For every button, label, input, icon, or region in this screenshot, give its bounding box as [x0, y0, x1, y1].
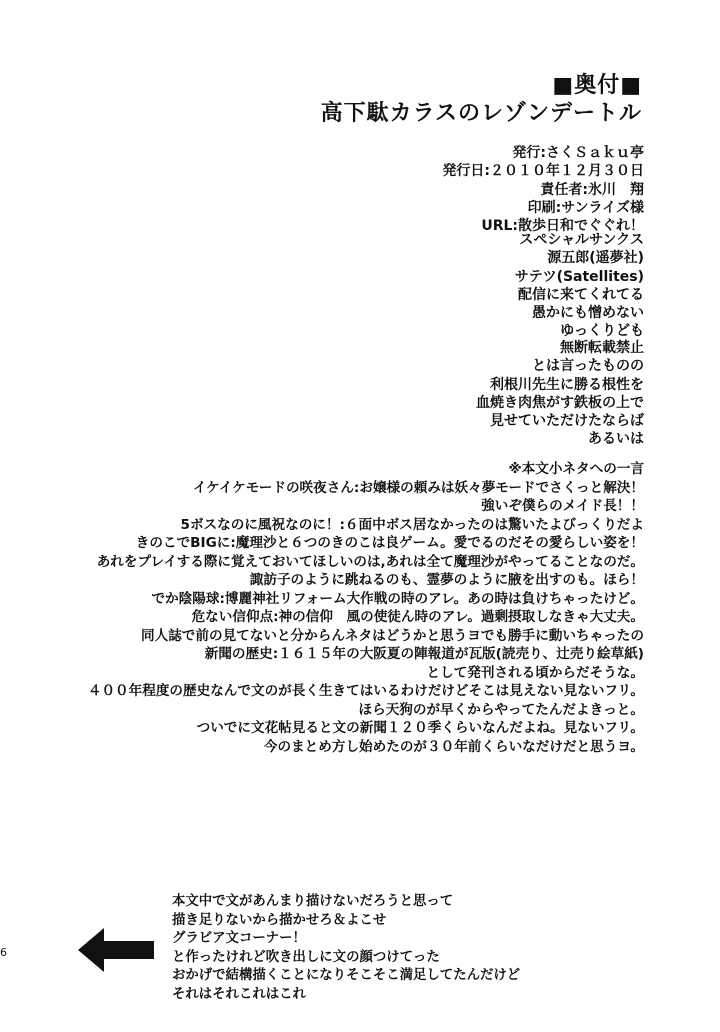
bottom-note-line: 描き足りないから描かせろ＆よこせ: [172, 912, 387, 928]
url-line: URL:散歩日和でぐぐれ！: [481, 218, 644, 235]
publish-date-line: 発行日:２０１０年１２月３０日: [442, 163, 644, 180]
printer-line: 印刷:サンライズ様: [527, 199, 644, 216]
thanks-line: 愚かにも憎めない: [532, 305, 644, 322]
note-line: あれをプレイする際に覚えておいてほしいのは,あれは全て魔理沙がやってることなのだ。: [96, 553, 644, 570]
bottom-note-line: 本文中で文があんまり描けないだろうと思って: [172, 894, 454, 909]
note-line: 諏訪子のように跳ねるのも、霊夢のように腋を出すのも。ほら！: [249, 572, 644, 588]
note-line: 5ボスなのに風祝なのに！:６面中ボス居なかったのは驚いたよびっくりだよ: [180, 516, 644, 533]
colophon-heading: ■奥付■: [552, 73, 642, 98]
disclaimer-heading: 無断転載禁止: [560, 340, 644, 356]
notes-section: [88, 460, 644, 756]
notes-heading: ※本文小ネタへの一言: [508, 461, 644, 477]
disclaimer-line: あるいは: [588, 431, 644, 448]
left-arrow-icon: [76, 925, 156, 975]
publisher-line: 発行:さくＳａｋｕ亭: [512, 145, 644, 161]
note-line: 危ない信仰点:神の信仰 風の使徒ん時のアレ。過剰摂取しなきゃ大丈夫。: [191, 609, 644, 625]
thanks-line: サテツ(Satellites): [514, 268, 644, 285]
note-line: 強いぞ僕らのメイド長！！: [481, 498, 644, 514]
special-thanks: [515, 231, 644, 341]
note-line: でか陰陽球:博麗神社リフォーム大作戦の時のアレ。あの時は負けちゃったけど。: [151, 590, 644, 607]
thanks-line: 配信に来てくれてる: [518, 286, 644, 303]
note-line: ４００年程度の歴史なんで文のが長く生きてはいるわけだけどそこは見えない見ないフリ。: [87, 683, 644, 699]
bottom-note: [172, 893, 520, 1004]
book-title: 高下駄カラスのレゾンデートル: [320, 101, 642, 126]
bottom-note-line: それはそれこれはこれ: [172, 986, 306, 1002]
disclaimer-line: 見せていただけたならば: [490, 413, 644, 430]
disclaimer-line: 血焼き肉焦がす鉄板の上で: [476, 394, 644, 411]
special-thanks-heading: スペシャルサンクス: [519, 232, 644, 248]
note-line: として発刊される頃からだそうな。: [426, 664, 644, 681]
bottom-note-line: と作ったけれど吹き出しに文の顔つけてった: [172, 949, 440, 965]
note-line: ほら天狗のが早くからやってたんだよきっと。: [358, 701, 644, 718]
disclaimer-line: 利根川先生に勝る根性を: [490, 376, 644, 393]
bottom-note-line: おかげで結構描くことになりそこそこ満足してたんだけど: [172, 968, 521, 983]
note-line: ついでに文花帖見ると文の新聞１２０季くらいなんだよね。見ないフリ。: [196, 720, 644, 736]
thanks-line: ゆっくりども: [560, 323, 644, 340]
note-line: 今のまとめ方し始めたのが３０年前くらいなだけだと思うヨ。: [263, 738, 644, 755]
publication-info: [442, 144, 644, 235]
disclaimer: [476, 339, 644, 449]
thanks-line: 源五郎(遥夢社): [547, 250, 644, 267]
page-number: 6: [0, 946, 7, 959]
note-line: イケイケモードの咲夜さん:お嬢様の頼みは妖々夢モードでさくっと解決！: [192, 479, 644, 496]
note-line: 同人誌で前の見てないと分からんネタはどうかと思うヨでも勝手に動いちゃったの: [141, 627, 644, 644]
note-line: 新聞の歴史:１６１５年の大阪夏の陣報道が瓦版(読売り、辻売り絵草紙): [204, 646, 644, 662]
note-line: きのこでBIGに:魔理沙と６つのきのこは良ゲーム。愛でるのだその愛らしい姿を！: [135, 535, 644, 551]
bottom-note-line: グラビア文コーナー！: [172, 931, 306, 946]
disclaimer-line: とは言ったものの: [532, 358, 644, 375]
responsible-line: 責任者:氷川 翔: [540, 181, 644, 198]
